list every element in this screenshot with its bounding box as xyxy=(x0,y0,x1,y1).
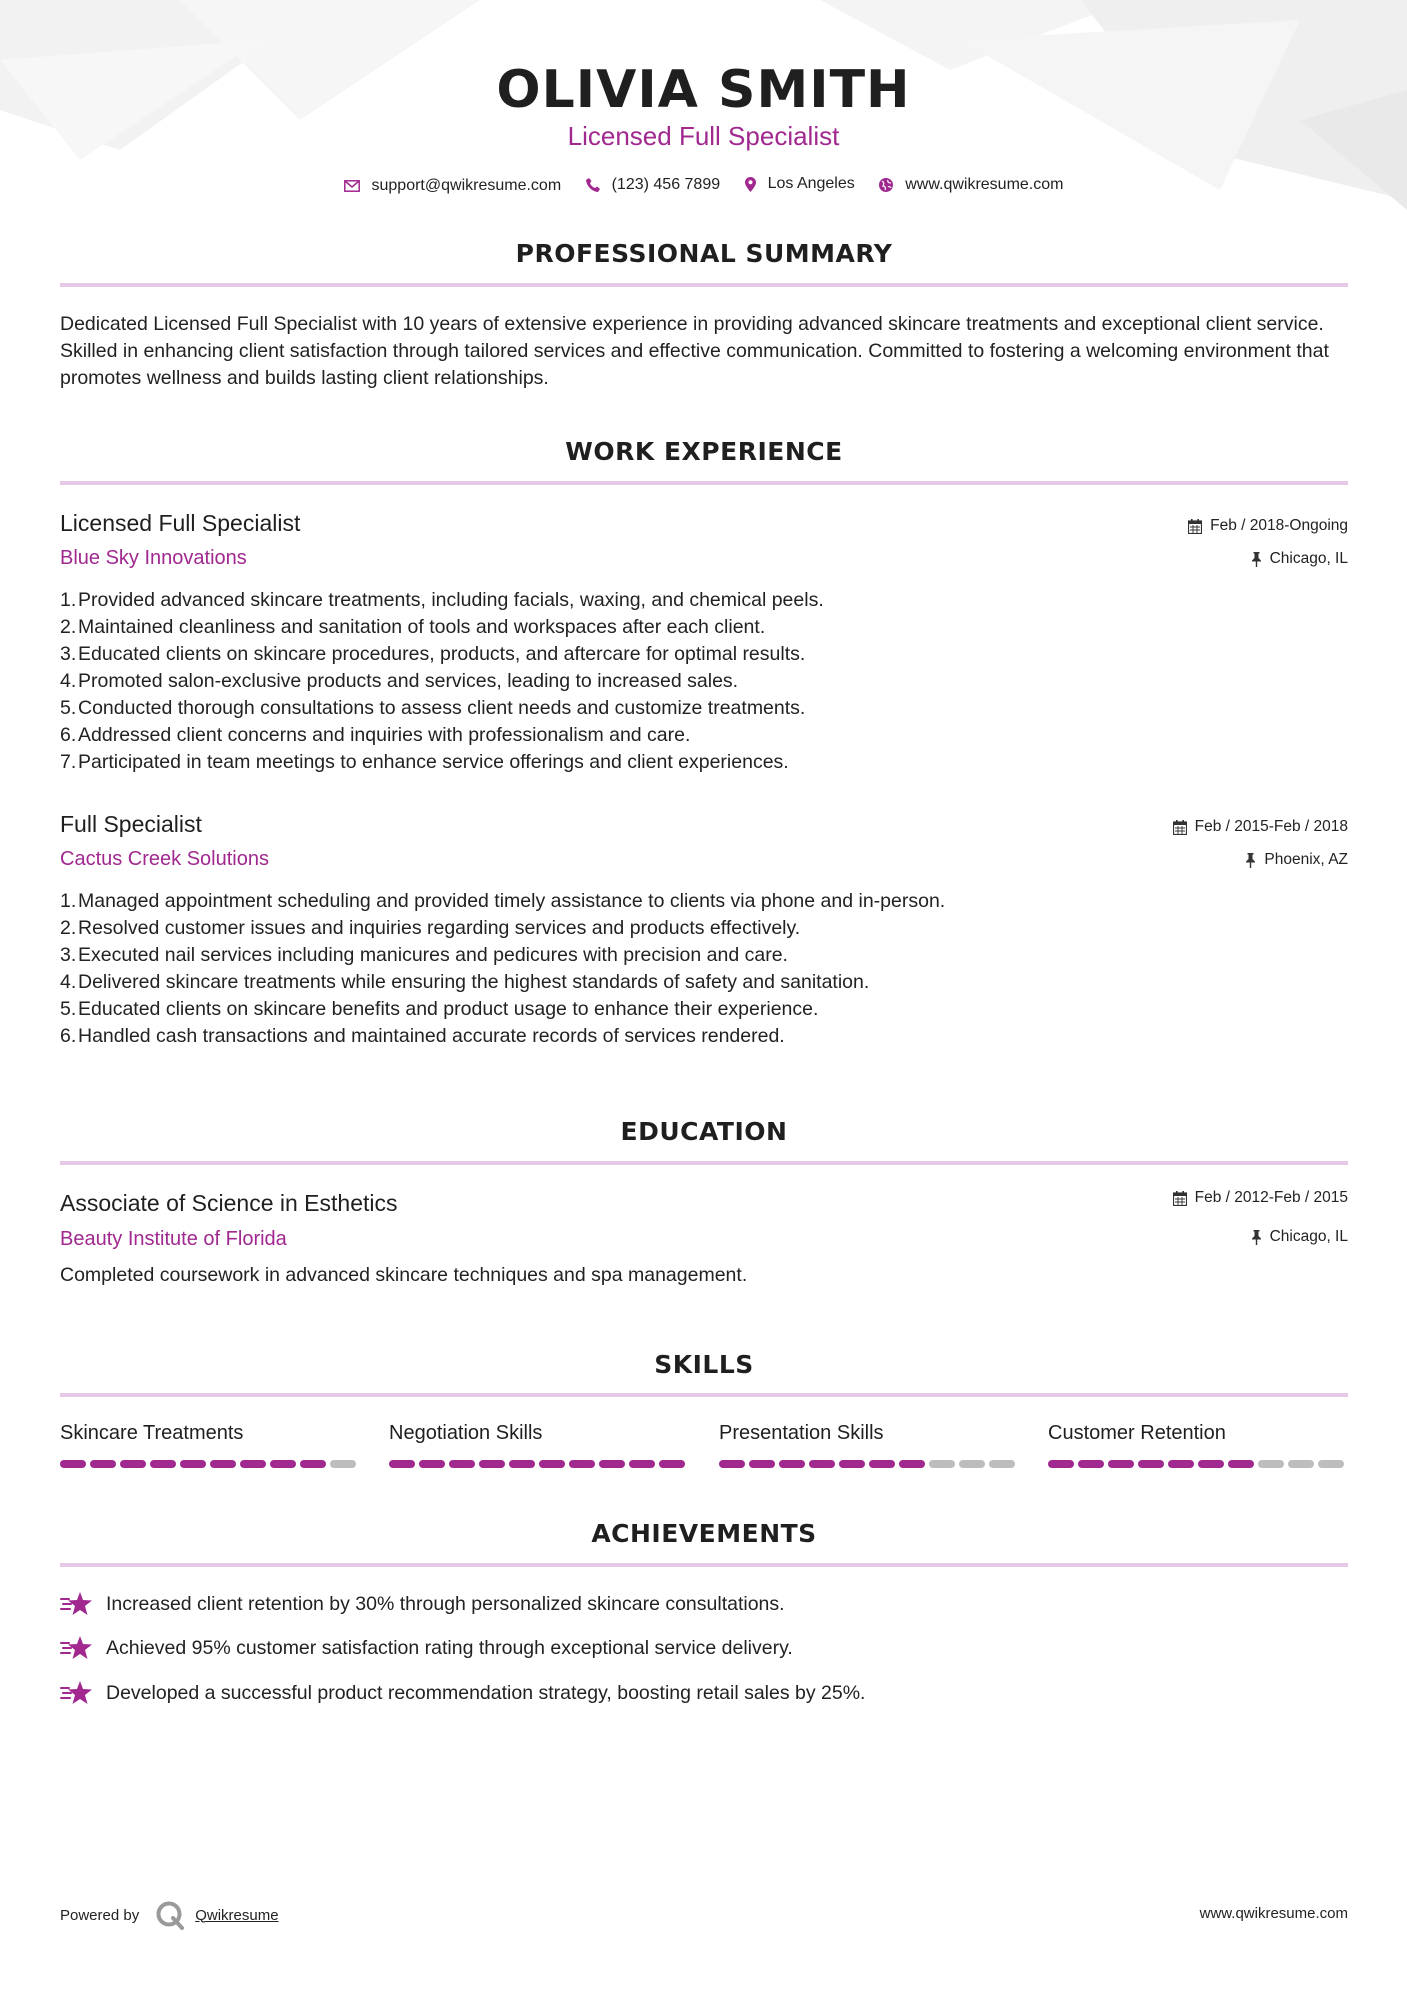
skill-name: Negotiation Skills xyxy=(389,1422,543,1444)
qwikresume-link[interactable]: Qwikresume xyxy=(195,1906,279,1924)
education-description: Completed coursework in advanced skincare techniques and spa management. xyxy=(60,1264,748,1286)
skill-segment-empty xyxy=(929,1460,955,1468)
achievements-heading: ACHIEVEMENTS xyxy=(591,1519,817,1548)
qwikresume-logo-icon xyxy=(155,1900,185,1930)
education-dates xyxy=(1173,1187,1348,1209)
pushpin-icon xyxy=(1245,853,1256,868)
list-item: 6. Handled cash transactions and maintained accurate records of services rendered. xyxy=(60,1025,785,1047)
list-item: 4. Delivered skincare treatments while ensuring the highest standards of safety and sanitation. xyxy=(60,971,870,993)
skill-segment-filled xyxy=(629,1460,655,1468)
skill-segment-filled xyxy=(270,1460,296,1468)
skill-segment-empty xyxy=(1258,1460,1284,1468)
list-item: 5. Conducted thorough consultations to assess client needs and customize treatments. xyxy=(60,697,806,719)
skill-level-bar xyxy=(719,1460,1019,1468)
list-item: 2. Maintained cleanliness and sanitation of tools and workspaces after each client. xyxy=(60,616,766,638)
list-item: 2. Resolved customer issues and inquiries regarding services and products effectively. xyxy=(60,917,801,939)
skill-segment-filled xyxy=(1228,1460,1254,1468)
skills-rule xyxy=(60,1393,1348,1397)
candidate-title: Licensed Full Specialist xyxy=(567,121,840,151)
skill-name: Customer Retention xyxy=(1048,1422,1226,1444)
skill-item xyxy=(1048,1420,1348,1468)
skill-segment-empty xyxy=(1318,1460,1344,1468)
pushpin-icon xyxy=(1251,552,1262,567)
achievements-rule xyxy=(60,1563,1348,1567)
skill-segment-filled xyxy=(300,1460,326,1468)
skill-segment-empty xyxy=(959,1460,985,1468)
summary-rule xyxy=(60,283,1348,287)
list-item: 7. Participated in team meetings to enhance service offerings and client experiences. xyxy=(60,751,789,773)
envelope-icon xyxy=(344,180,360,192)
skill-segment-filled xyxy=(210,1460,236,1468)
contact-email[interactable] xyxy=(344,174,562,198)
calendar-icon xyxy=(1173,1191,1187,1206)
skill-name: Presentation Skills xyxy=(719,1422,884,1444)
summary-heading: PROFESSIONAL SUMMARY xyxy=(515,239,893,268)
skill-segment-empty xyxy=(1288,1460,1314,1468)
pushpin-icon xyxy=(1251,1230,1262,1245)
footer-powered-by xyxy=(60,1900,279,1930)
job-dates-text: Feb / 2018-Ongoing xyxy=(1210,517,1348,534)
skill-segment-filled xyxy=(180,1460,206,1468)
education-rule xyxy=(60,1161,1348,1165)
skill-item xyxy=(389,1420,689,1468)
job-dates xyxy=(1173,816,1348,838)
skills-heading: SKILLS xyxy=(654,1350,754,1379)
skill-segment-filled xyxy=(479,1460,505,1468)
skill-segment-filled xyxy=(1168,1460,1194,1468)
list-item: 1. Managed appointment scheduling and provided timely assistance to clients via phone and in-person. xyxy=(60,890,946,912)
school-name: Beauty Institute of Florida xyxy=(60,1228,287,1250)
candidate-name: OLIVIA SMITH xyxy=(496,60,911,120)
skill-name: Skincare Treatments xyxy=(60,1422,244,1444)
contact-location-text: Los Angeles xyxy=(767,175,855,192)
shooting-star-icon xyxy=(60,1590,94,1618)
skill-segment-filled xyxy=(90,1460,116,1468)
job-title: Full Specialist xyxy=(60,811,202,837)
education-dates-text: Feb / 2012-Feb / 2015 xyxy=(1194,1189,1348,1206)
job-title: Licensed Full Specialist xyxy=(60,510,301,536)
skill-segment-filled xyxy=(869,1460,895,1468)
skill-segment-filled xyxy=(60,1460,86,1468)
skill-segment-filled xyxy=(539,1460,565,1468)
contact-phone[interactable] xyxy=(586,173,721,197)
list-item: 4. Promoted salon-exclusive products and services, leading to increased sales. xyxy=(60,670,739,692)
degree-title: Associate of Science in Esthetics xyxy=(60,1190,398,1216)
shooting-star-icon xyxy=(60,1634,94,1662)
experience-heading: WORK EXPERIENCE xyxy=(565,437,843,466)
skill-segment-filled xyxy=(719,1460,745,1468)
footer-url[interactable]: www.qwikresume.com xyxy=(1199,1905,1348,1922)
powered-by-label: Powered by xyxy=(60,1906,140,1924)
skill-segment-filled xyxy=(150,1460,176,1468)
list-item: 5. Educated clients on skincare benefits and product usage to enhance their experience. xyxy=(60,998,819,1020)
skill-segment-filled xyxy=(509,1460,535,1468)
skill-item xyxy=(60,1420,360,1468)
contact-bar xyxy=(0,172,1407,200)
skill-segment-filled xyxy=(809,1460,835,1468)
contact-website[interactable] xyxy=(879,173,1063,197)
skill-segment-filled xyxy=(389,1460,415,1468)
skill-segment-filled xyxy=(899,1460,925,1468)
job-location xyxy=(1245,849,1348,871)
skill-item xyxy=(719,1420,1019,1468)
skill-segment-filled xyxy=(1078,1460,1104,1468)
skill-segment-filled xyxy=(1048,1460,1074,1468)
skill-segment-filled xyxy=(569,1460,595,1468)
skill-segment-empty xyxy=(330,1460,356,1468)
skill-level-bar xyxy=(60,1460,360,1468)
education-location-text: Chicago, IL xyxy=(1269,1228,1348,1245)
skill-segment-filled xyxy=(1198,1460,1224,1468)
skill-level-bar xyxy=(389,1460,689,1468)
summary-text: Dedicated Licensed Full Specialist with 10 years of extensive experience in providing advanced skincare treatments and exceptional client service. Skilled in enhancing client satisfaction through tailored services and effective communication. Committed to fostering a welcoming environment that promotes wellness and builds lasting client relationships. xyxy=(60,313,1329,389)
contact-phone-text: (123) 456 7899 xyxy=(611,175,721,193)
contact-location xyxy=(745,172,855,196)
skill-segment-filled xyxy=(599,1460,625,1468)
experience-rule xyxy=(60,481,1348,485)
shooting-star-icon xyxy=(60,1679,94,1707)
job-location-text: Chicago, IL xyxy=(1269,550,1348,567)
globe-icon xyxy=(879,178,893,192)
company-name: Blue Sky Innovations xyxy=(60,547,247,569)
skill-segment-empty xyxy=(989,1460,1015,1468)
skill-segment-filled xyxy=(1108,1460,1134,1468)
achievement-text: Developed a successful product recommendation strategy, boosting retail sales by 25%. xyxy=(106,1682,866,1704)
company-name: Cactus Creek Solutions xyxy=(60,848,269,870)
job-location xyxy=(1251,548,1348,570)
list-item: 1. Provided advanced skincare treatments, including facials, waxing, and chemical peels. xyxy=(60,589,824,611)
list-item: 6. Addressed client concerns and inquiries with professionalism and care. xyxy=(60,724,691,746)
skill-segment-filled xyxy=(449,1460,475,1468)
contact-email-text: support@qwikresume.com xyxy=(371,176,562,194)
job-bullets xyxy=(60,587,1348,776)
list-item: 3. Executed nail services including manicures and pedicures with precision and care. xyxy=(60,944,788,966)
skill-segment-filled xyxy=(779,1460,805,1468)
skill-segment-filled xyxy=(839,1460,865,1468)
skill-segment-filled xyxy=(419,1460,445,1468)
map-marker-icon xyxy=(745,177,756,192)
achievement-item xyxy=(60,1634,1348,1662)
job-dates xyxy=(1188,515,1348,537)
skill-segment-filled xyxy=(120,1460,146,1468)
calendar-icon xyxy=(1188,519,1202,534)
skill-level-bar xyxy=(1048,1460,1348,1468)
education-location xyxy=(1251,1226,1348,1248)
achievement-item xyxy=(60,1590,1348,1618)
job-dates-text: Feb / 2015-Feb / 2018 xyxy=(1194,818,1348,835)
achievement-text: Achieved 95% customer satisfaction rating through exceptional service delivery. xyxy=(106,1637,793,1659)
skill-segment-filled xyxy=(749,1460,775,1468)
education-heading: EDUCATION xyxy=(620,1117,788,1146)
skill-segment-filled xyxy=(1138,1460,1164,1468)
phone-icon xyxy=(586,178,600,192)
skill-segment-filled xyxy=(659,1460,685,1468)
calendar-icon xyxy=(1173,820,1187,835)
list-item: 3. Educated clients on skincare procedures, products, and aftercare for optimal results. xyxy=(60,643,806,665)
achievement-item xyxy=(60,1679,1348,1707)
contact-website-text: www.qwikresume.com xyxy=(905,175,1064,193)
achievement-text: Increased client retention by 30% through personalized skincare consultations. xyxy=(106,1593,785,1615)
skill-segment-filled xyxy=(240,1460,266,1468)
job-location-text: Phoenix, AZ xyxy=(1264,851,1348,868)
job-bullets xyxy=(60,888,1348,1050)
